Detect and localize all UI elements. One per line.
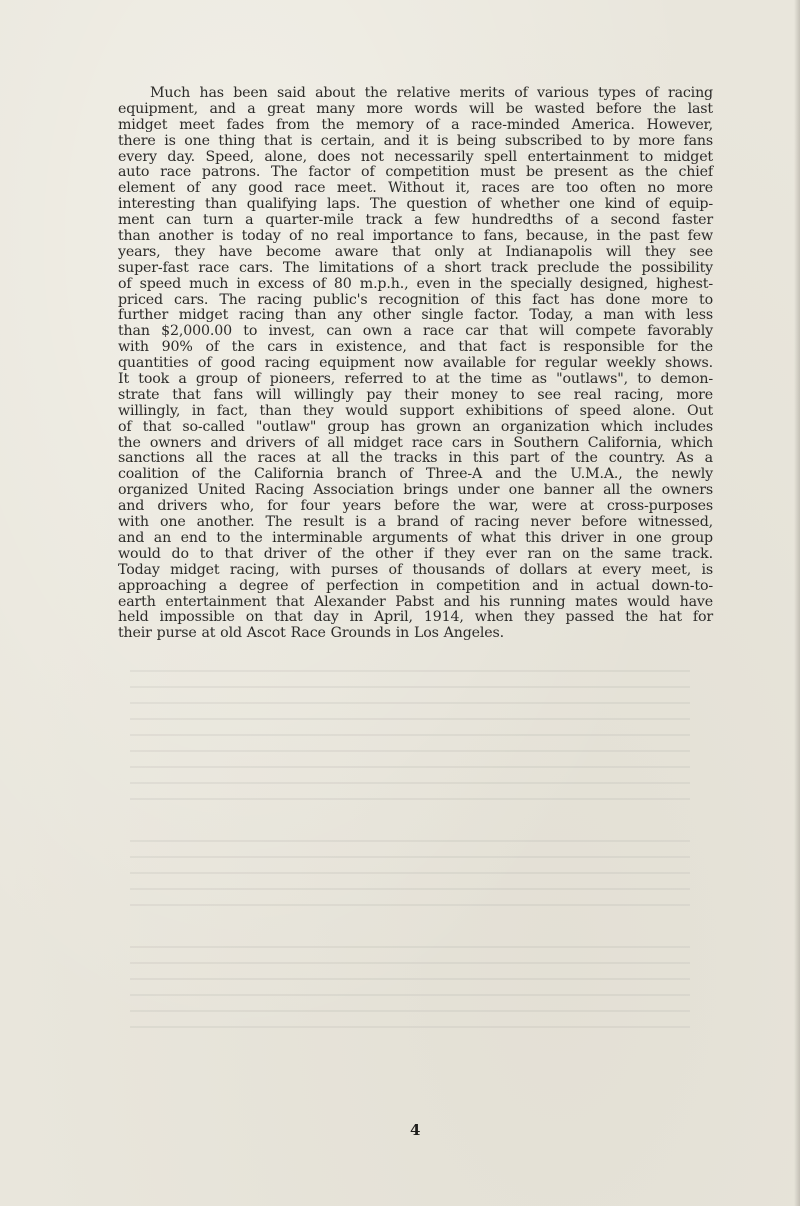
reverse-side-bleed-through bbox=[130, 670, 690, 1110]
text-line: of that so-called "outlaw" group has grown an organization which includes bbox=[118, 418, 713, 435]
text-line: ment can turn a quarter-mile track a few hundredths of a second faster bbox=[118, 212, 713, 229]
text-line: equipment, and a great many more words will be wasted before the last bbox=[118, 100, 713, 117]
text-line: their purse at old Ascot Race Grounds in Los Angeles. bbox=[118, 625, 505, 642]
text-line: the owners and drivers of all midget race cars in Southern California, which bbox=[118, 434, 713, 451]
text-line: organized United Racing Association brings under one banner all the owners bbox=[118, 482, 713, 499]
text-line: than $2,000.00 to invest, can own a race car that will compete favorably bbox=[118, 323, 713, 340]
text-line: every day. Speed, alone, does not necessarily spell entertainment to midget bbox=[118, 148, 713, 165]
text-line: willingly, in fact, than they would support exhibitions of speed alone. Out bbox=[118, 402, 713, 419]
text-line: priced cars. The racing public's recognition of this fact has done more to bbox=[118, 291, 713, 308]
text-line: auto race patrons. The factor of competition must be present as the chief bbox=[118, 164, 713, 181]
text-line: years, they have become aware that only at Indianapolis will they see bbox=[118, 243, 713, 260]
text-line: interesting than qualifying laps. The question of whether one kind of equip- bbox=[118, 196, 713, 213]
text-line: with one another. The result is a brand of racing never before witnessed, bbox=[118, 514, 713, 531]
text-line: would do to that driver of the other if they ever ran on the same track. bbox=[118, 545, 713, 562]
text-line: approaching a degree of perfection in competition and in actual down-to- bbox=[118, 577, 713, 594]
page-number: 4 bbox=[410, 1121, 421, 1139]
text-line: strate that fans will willingly pay their money to see real racing, more bbox=[118, 386, 713, 403]
page-edge-shadow bbox=[794, 0, 800, 1206]
text-line: midget meet fades from the memory of a race-minded America. However, bbox=[118, 116, 713, 133]
text-line: further midget racing than any other single factor. Today, a man with less bbox=[118, 307, 713, 324]
text-line: Much has been said about the relative merits of various types of racing bbox=[150, 85, 713, 101]
text-line: super-fast race cars. The limitations of a short track preclude the possibility bbox=[118, 259, 713, 276]
text-line: Today midget racing, with purses of thousands of dollars at every meet, is bbox=[118, 561, 713, 578]
text-line: and an end to the interminable arguments of what this driver in one group bbox=[118, 529, 713, 546]
text-line: coalition of the California branch of Three-A and the U.M.A., the newly bbox=[118, 466, 713, 483]
text-line: held impossible on that day in April, 1914, when they passed the hat for bbox=[118, 609, 713, 626]
text-line: and drivers who, for four years before the war, were at cross-purposes bbox=[118, 498, 713, 515]
text-line: there is one thing that is certain, and it is being subscribed to by more fans bbox=[118, 132, 713, 149]
text-line: earth entertainment that Alexander Pabst and his running mates would have bbox=[118, 593, 713, 610]
body-paragraph bbox=[118, 86, 713, 642]
text-line: than another is today of no real importance to fans, because, in the past few bbox=[118, 228, 713, 245]
text-line: sanctions all the races at all the tracks in this part of the country. As a bbox=[118, 450, 713, 467]
text-line: quantities of good racing equipment now available for regular weekly shows. bbox=[118, 355, 713, 372]
text-line: with 90% of the cars in existence, and that fact is responsible for the bbox=[118, 339, 713, 356]
text-line: of speed much in excess of 80 m.p.h., even in the specially designed, highest- bbox=[118, 275, 713, 292]
text-line: element of any good race meet. Without it, races are too often no more bbox=[118, 180, 713, 197]
text-line: It took a group of pioneers, referred to at the time as "outlaws", to demon- bbox=[118, 371, 713, 388]
